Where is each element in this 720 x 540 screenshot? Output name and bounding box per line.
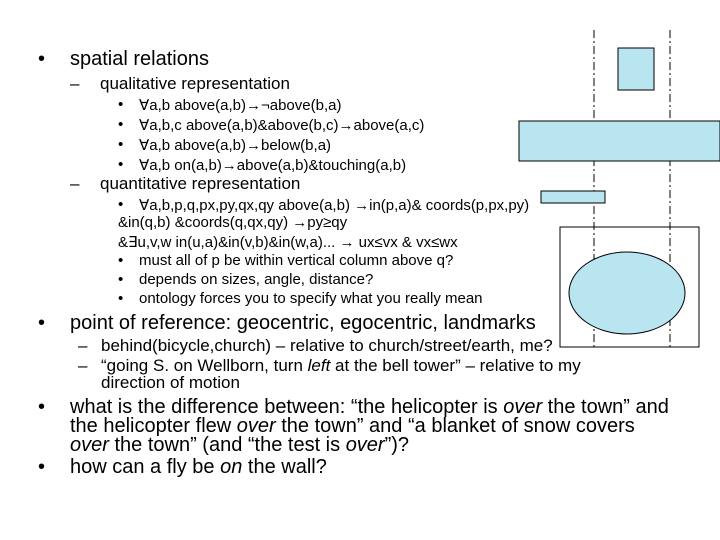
qualitative-item: ∀a,b on(a,b)→above(a,b)&touching(a,b): [139, 157, 407, 174]
difference-text: the town” and: [542, 396, 669, 418]
sub-bullet: •: [118, 96, 124, 113]
difference-italic-over: over: [236, 415, 276, 437]
quantitative-formula-line: &∃u,v,w in(u,a)&in(v,b)&in(w,a)... → ux≤vx & vx≤wx: [118, 234, 458, 251]
thin-bar-shape: [541, 191, 605, 203]
ellipse-shape: [569, 252, 685, 334]
difference-text: the helicopter flew: [70, 415, 237, 437]
sub-dash: –: [78, 336, 88, 355]
difference-italic-over: over: [503, 396, 543, 418]
sub-bullet: •: [118, 156, 124, 173]
main-bullet: •: [38, 312, 46, 334]
quantitative-item: depends on sizes, angle, distance?: [139, 271, 374, 288]
reference-text: at the bell tower” – relative to my: [330, 356, 581, 375]
difference-italic-over: over: [345, 434, 385, 456]
fly-italic-on: on: [220, 456, 243, 478]
sub-bullet: •: [118, 116, 124, 133]
difference-text: what is the difference between: “the helicopter is: [70, 396, 504, 418]
sub-dash: –: [78, 356, 88, 375]
sub-bullet: •: [118, 252, 124, 269]
sub-dash: –: [70, 74, 80, 93]
qualitative-item: ∀a,b above(a,b)→¬above(b,a): [139, 97, 342, 114]
qualitative-heading: qualitative representation: [100, 74, 290, 93]
difference-text: the town” and “a blanket of snow covers: [275, 415, 635, 437]
main-bullet: •: [38, 456, 46, 478]
quantitative-item: must all of p be within vertical column above q?: [139, 252, 454, 269]
difference-italic-over: over: [70, 434, 109, 456]
difference-text: the town” (and “the test is: [108, 434, 346, 456]
reference-heading: point of reference: geocentric, egocentric, landmarks: [70, 312, 536, 334]
sub-dash: –: [70, 174, 80, 193]
qualitative-item: ∀a,b above(a,b)→below(b,a): [139, 137, 332, 154]
reference-italic-left: left: [307, 356, 331, 375]
quantitative-formula-line: &in(q,b) &coords(q,qx,qy) →py≥qy: [118, 214, 348, 231]
sub-bullet: •: [118, 290, 124, 307]
reference-item-continued: direction of motion: [101, 373, 240, 392]
reference-item: behind(bicycle,church) – relative to church/street/earth, me?: [101, 336, 553, 355]
spatial-relations-heading: spatial relations: [70, 48, 209, 70]
sub-bullet: •: [118, 271, 124, 288]
fly-line: [70, 456, 327, 479]
qualitative-item: ∀a,b,c above(a,b)&above(b,c)→above(a,c): [139, 117, 425, 134]
fly-text: the wall?: [242, 456, 327, 478]
wide-band-shape: [519, 121, 720, 161]
sub-bullet: •: [118, 136, 124, 153]
fly-text: how can a fly be: [70, 456, 221, 478]
main-bullet: •: [38, 48, 46, 70]
sub-bullet: •: [118, 196, 124, 213]
main-bullet: •: [38, 396, 46, 418]
reference-text: “going S. on Wellborn, turn: [101, 356, 308, 375]
difference-text: ”)?: [384, 434, 410, 456]
quantitative-formula-line: ∀a,b,p,q,px,py,qx,qy above(a,b) →in(p,a)& coords(p,px,py): [139, 197, 530, 214]
quantitative-heading: quantitative representation: [100, 174, 301, 193]
quantitative-item: ontology forces you to specify what you really mean: [139, 290, 483, 307]
difference-line: [70, 434, 409, 457]
small-square-shape: [618, 48, 654, 90]
